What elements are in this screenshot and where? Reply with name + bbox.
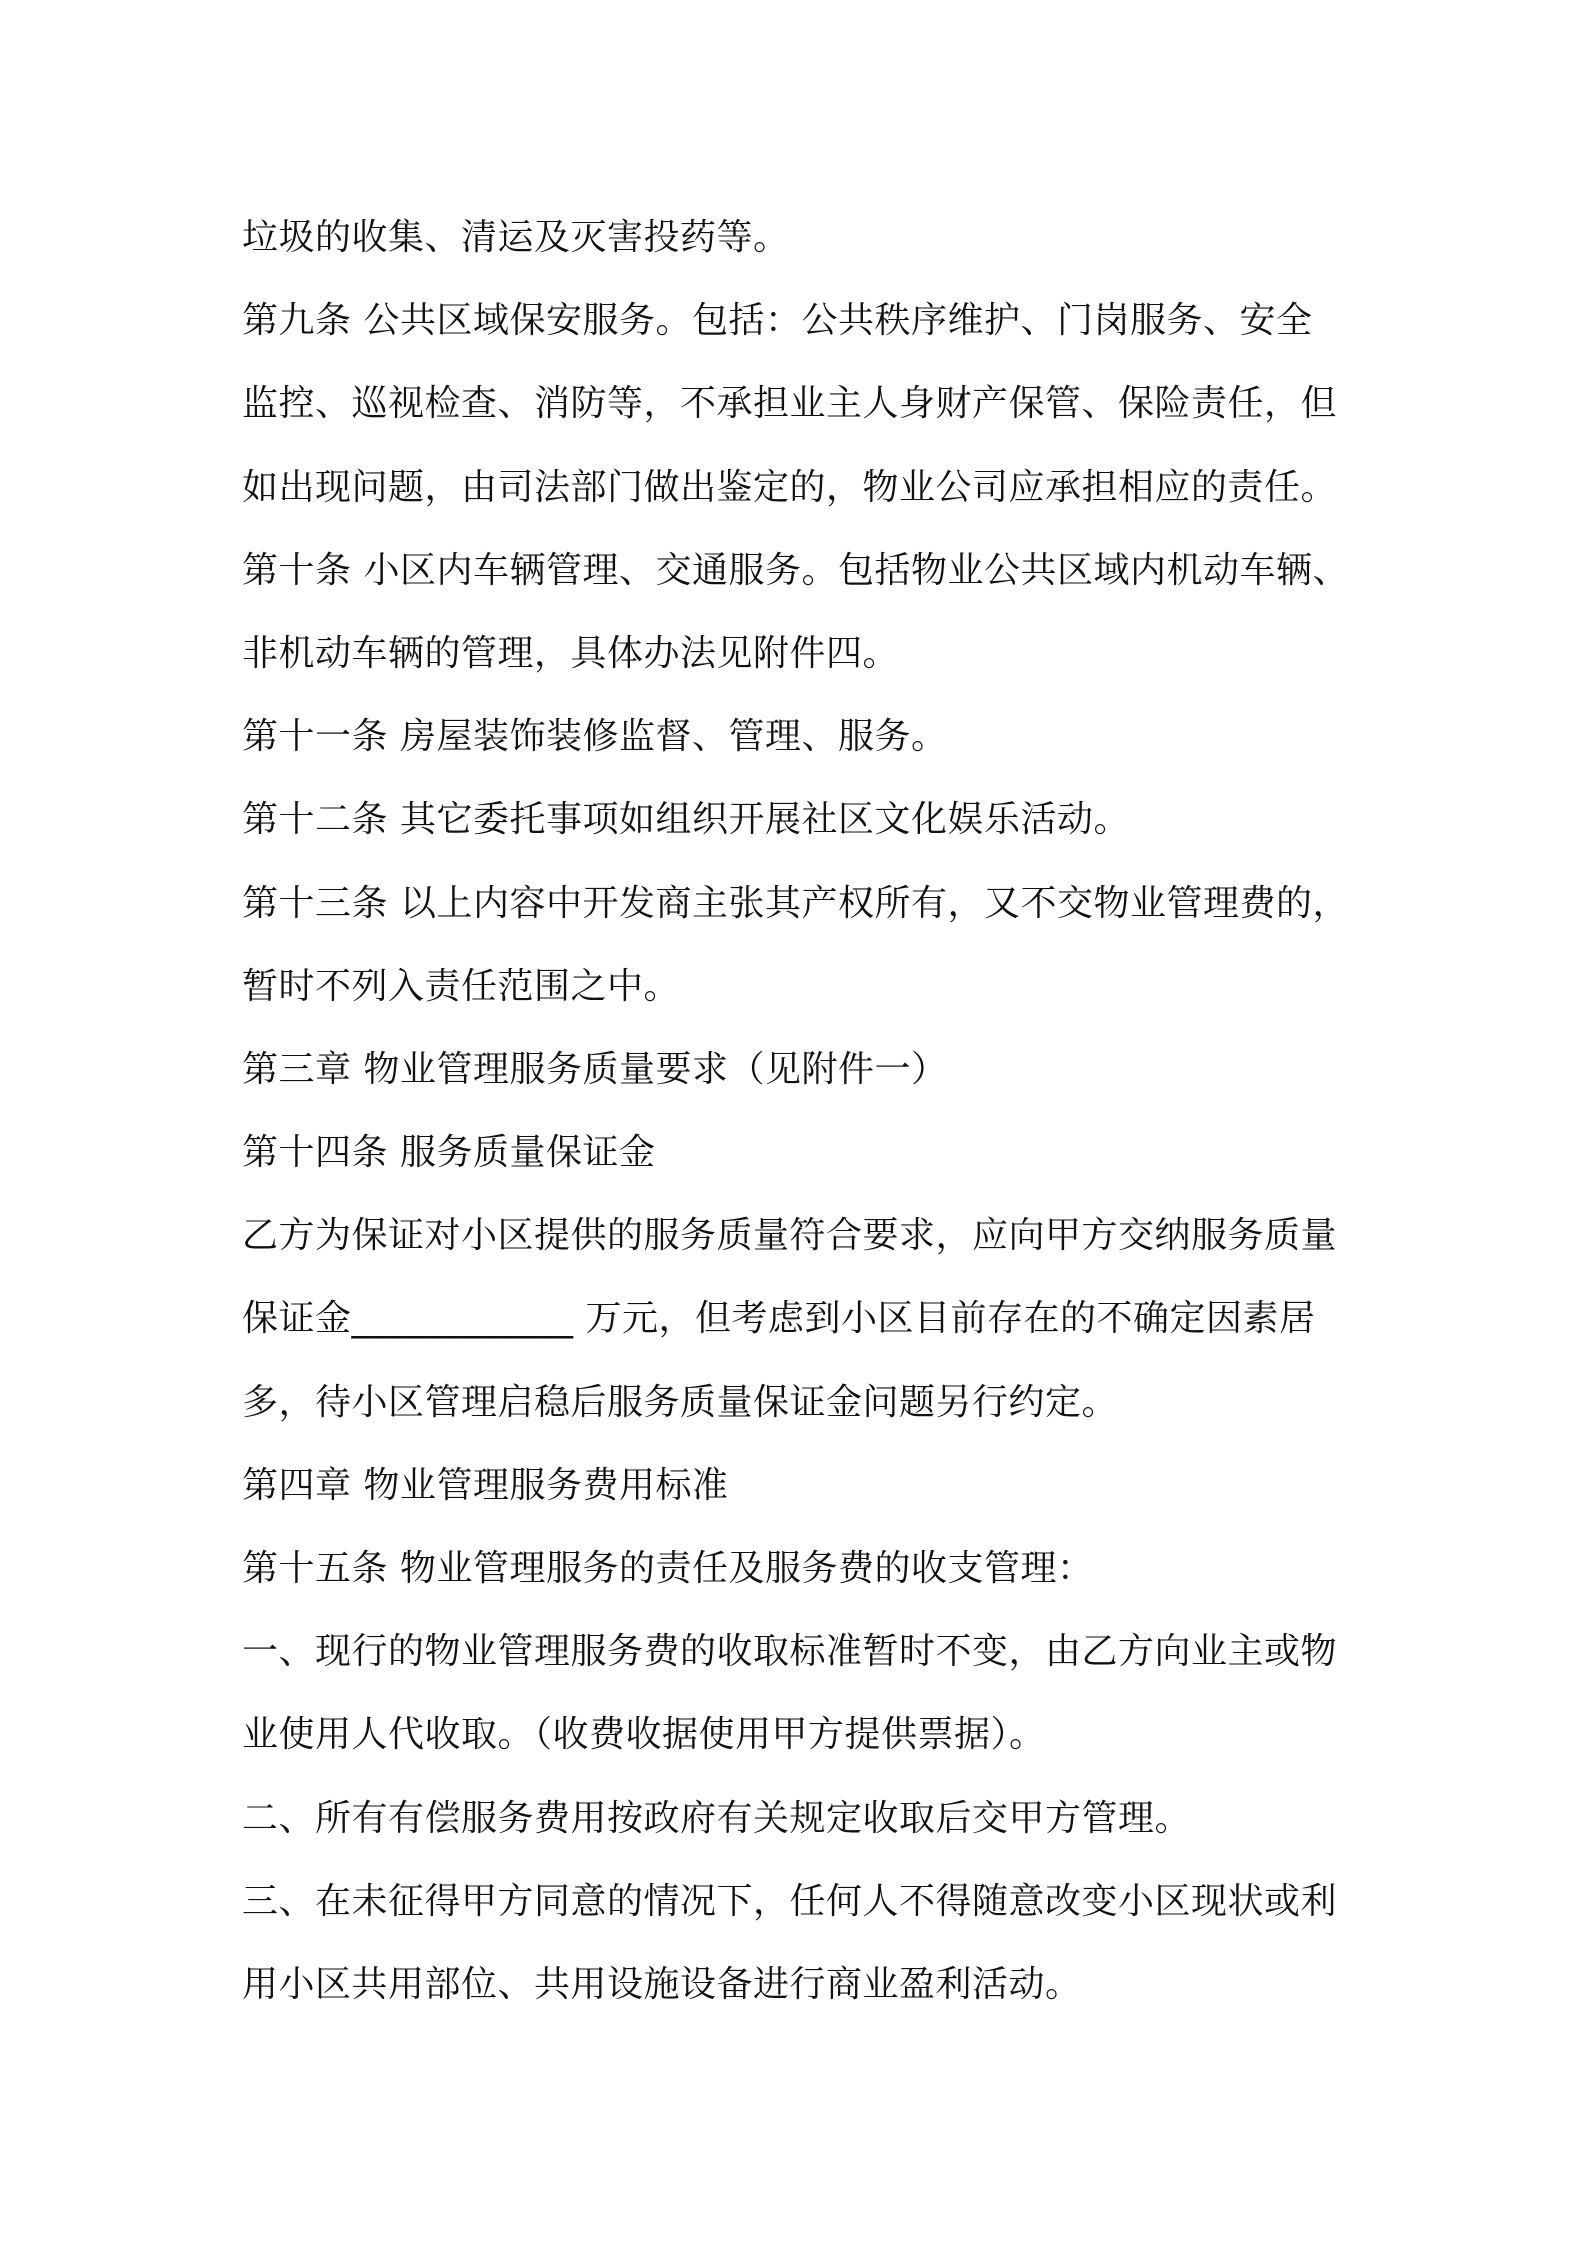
text-line: 如出现问题，由司法部门做出鉴定的，物业公司应承担相应的责任。 — [242, 466, 1338, 508]
chapter-3-heading: 第三章 物业管理服务质量要求（见附件一） — [242, 1048, 948, 1090]
text-line: 业使用人代收取。（收费收据使用甲方提供票据）。 — [242, 1714, 1046, 1756]
article-12-line: 第十二条 其它委托事项如组织开展社区文化娱乐活动。 — [242, 799, 1130, 841]
text-line: 乙方为保证对小区提供的服务质量符合要求，应向甲方交纳服务质量 — [242, 1215, 1338, 1257]
text-line: 非机动车辆的管理，具体办法见附件四。 — [242, 632, 900, 674]
article-9-line: 第九条 公共区域保安服务。包括：公共秩序维护、门岗服务、安全 — [242, 300, 1313, 342]
clause-3-line: 三、在未征得甲方同意的情况下，任何人不得随意改变小区现状或利 — [242, 1880, 1338, 1922]
clause-1-line: 一、现行的物业管理服务费的收取标准暂时不变，由乙方向业主或物 — [242, 1631, 1338, 1673]
clause-2-line: 二、所有有偿服务费用按政府有关规定收取后交甲方管理。 — [242, 1797, 1192, 1839]
article-15-line: 第十五条 物业管理服务的责任及服务费的收支管理： — [242, 1548, 1094, 1589]
article-10-line: 第十条 小区内车辆管理、交通服务。包括物业公共区域内机动车辆、 — [242, 549, 1349, 591]
text-line: 多，待小区管理启稳后服务质量保证金问题另行约定。 — [242, 1381, 1119, 1423]
article-11-line: 第十一条 房屋装饰装修监督、管理、服务。 — [242, 716, 948, 758]
text-line: 用小区共用部位、共用设施设备进行商业盈利活动。 — [242, 1963, 1082, 2005]
document-body — [242, 196, 1372, 2026]
chapter-4-heading: 第四章 物业管理服务费用标准 — [242, 1464, 729, 1506]
deposit-amount-line: 保证金____________ 万元，但考虑到小区目前存在的不确定因素居 — [242, 1298, 1316, 1340]
article-14-line: 第十四条 服务质量保证金 — [242, 1132, 656, 1174]
article-13-line: 第十三条 以上内容中开发商主张其产权所有，又不交物业管理费的， — [242, 882, 1349, 924]
text-line: 监控、巡视检查、消防等，不承担业主人身财产保管、保险责任，但 — [242, 383, 1338, 425]
text-line: 暂时不列入责任范围之中。 — [242, 965, 681, 1007]
text-line: 垃圾的收集、清运及灭害投药等。 — [242, 217, 790, 258]
